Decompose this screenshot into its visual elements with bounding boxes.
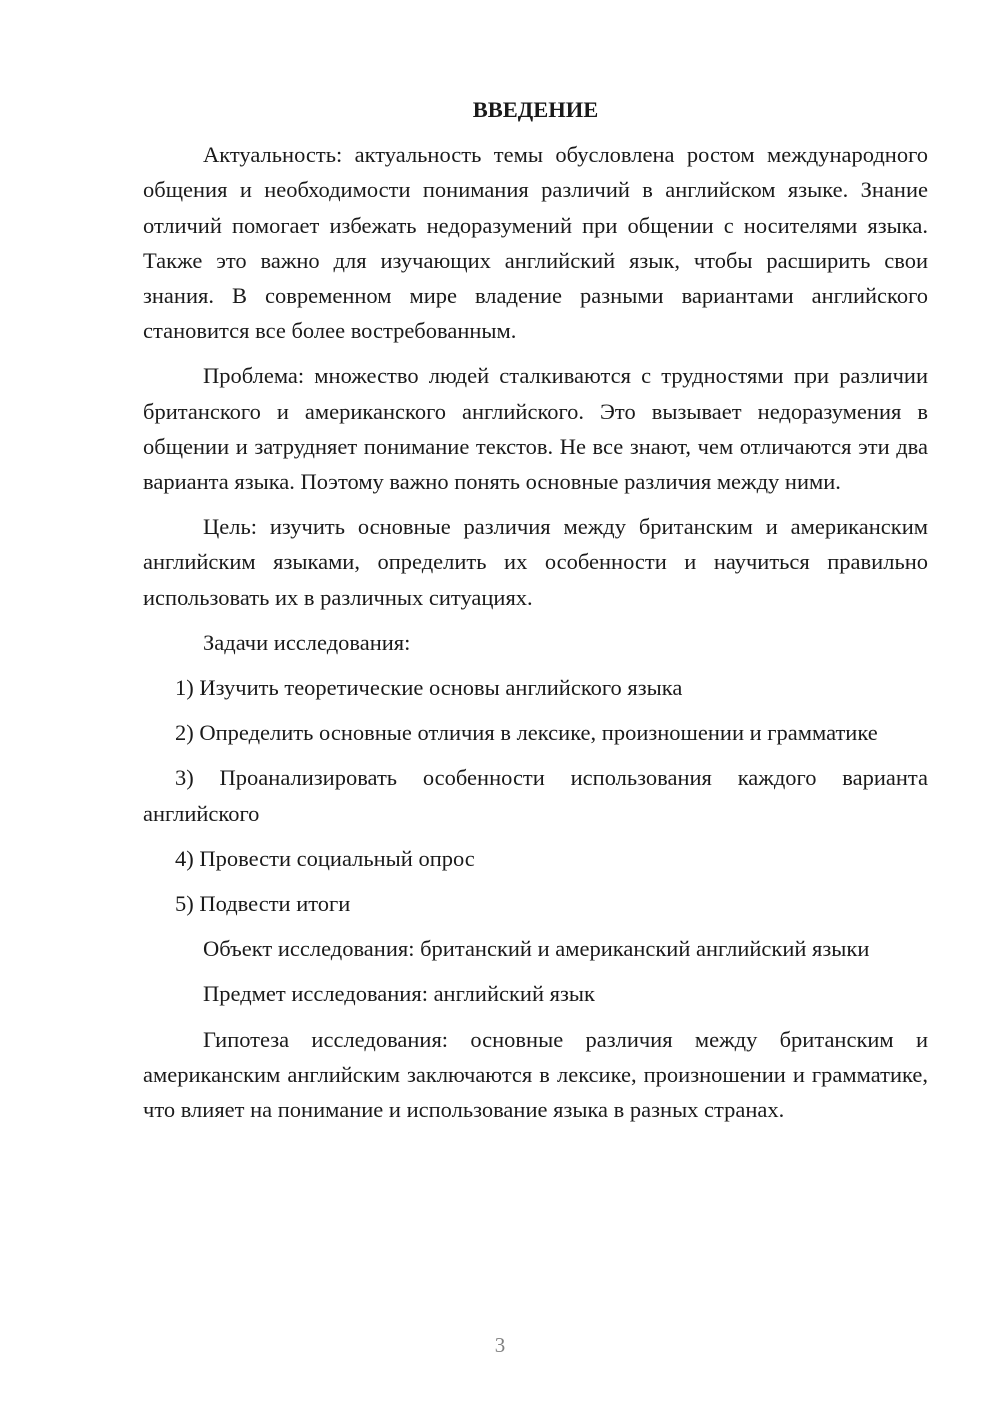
paragraph-problem: Проблема: множество людей сталкиваются с трудностями при различии британского и американского английского. Это вызывает недоразумения в общении и затрудняет понимание текстов. Не все знают, чем отличаются эти два варианта языка. Поэтому важно понять основные различия между ними.	[143, 363, 928, 495]
paragraph-relevance: Актуальность: актуальность темы обусловлена ростом международного общения и необходимости понимания различий в английском языке. Знание отличий помогает избежать недоразумений при общении с носителями языка. Также это важно для изучающих английский язык, чтобы расширить свои знания. В современном мире владение разными вариантами английского становится все более востребованным.	[143, 142, 928, 344]
task-item-2: 2) Определить основные отличия в лексике, произношении и грамматике	[175, 720, 878, 746]
paragraph-tasks-heading: Задачи исследования:	[203, 629, 411, 655]
paragraph-goal: Цель: изучить основные различия между британским и американским английским языками, определить их особенности и научиться правильно использовать их в различных ситуациях.	[143, 514, 928, 610]
section-title: ВВЕДЕНИЕ	[472, 97, 599, 122]
task-item-4: 4) Провести социальный опрос	[175, 845, 475, 871]
task-item-3: 3) Проанализировать особенности использования каждого варианта английского	[143, 765, 928, 826]
task-item-1: 1) Изучить теоретические основы английского языка	[175, 675, 683, 701]
paragraph-hypothesis: Гипотеза исследования: основные различия между британским и американским английским заключаются в лексике, произношении и грамматике, что влияет на понимание и использование языка в разных странах.	[143, 1026, 928, 1123]
paragraph-subject: Предмет исследования: английский язык	[203, 981, 595, 1007]
paragraph-object: Объект исследования: британский и американский английский языки	[203, 936, 870, 962]
document-page	[143, 92, 928, 1137]
task-item-5: 5) Подвести итоги	[175, 891, 351, 917]
page-number: 3	[494, 1333, 506, 1357]
